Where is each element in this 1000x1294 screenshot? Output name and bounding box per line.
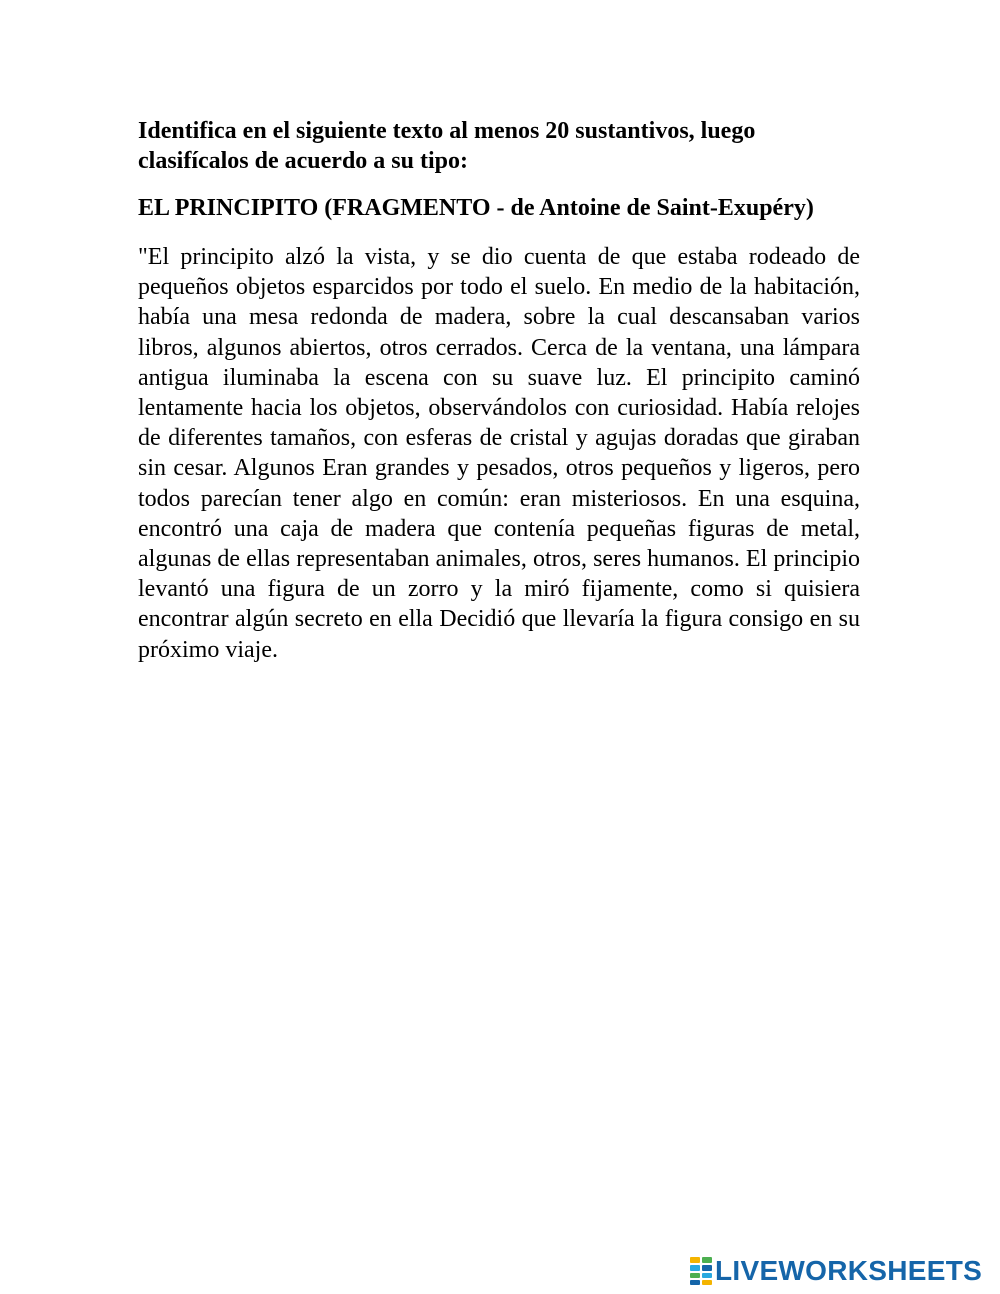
instruction-text: Identifica en el siguiente texto al menos 20 sustantivos, luego clasifícalos de acuerdo a su tipo:: [138, 118, 756, 174]
liveworksheets-logo-icon: [690, 1257, 712, 1285]
story-title: EL PRINCIPITO (FRAGMENTO - de Antoine de Saint-Exupéry): [138, 195, 814, 221]
liveworksheets-brand: [690, 1254, 982, 1288]
worksheet-content: [138, 116, 860, 665]
brand-text: LIVEWORKSHEETS: [715, 1255, 983, 1286]
story-body: "El principito alzó la vista, y se dio cuenta de que estaba rodeado de pequeños objetos esparcidos por todo el suelo. En medio de la habitación, había una mesa redonda de madera, sobre la cual descansaban varios libros, algunos abiertos, otros cerrados. Cerca de la ventana, una lámpara antigua iluminaba la escena con su suave luz. El principito caminó lentamente hacia los objetos, observándolos con curiosidad. Había relojes de diferentes tamaños, con esferas de cristal y agujas doradas que giraban sin cesar. Algunos Eran grandes y pesados, otros pequeños y ligeros, pero todos parecían tener algo en común: eran misteriosos. En una esquina, encontró una caja de madera que contenía pequeñas figuras de metal, algunas de ellas representaban animales, otros, seres humanos. El principio levantó una figura de un zorro y la miró fijamente, como si quisiera encontrar algún secreto en ella Decidió que llevaría la figura consigo en su próximo viaje.: [138, 244, 860, 663]
